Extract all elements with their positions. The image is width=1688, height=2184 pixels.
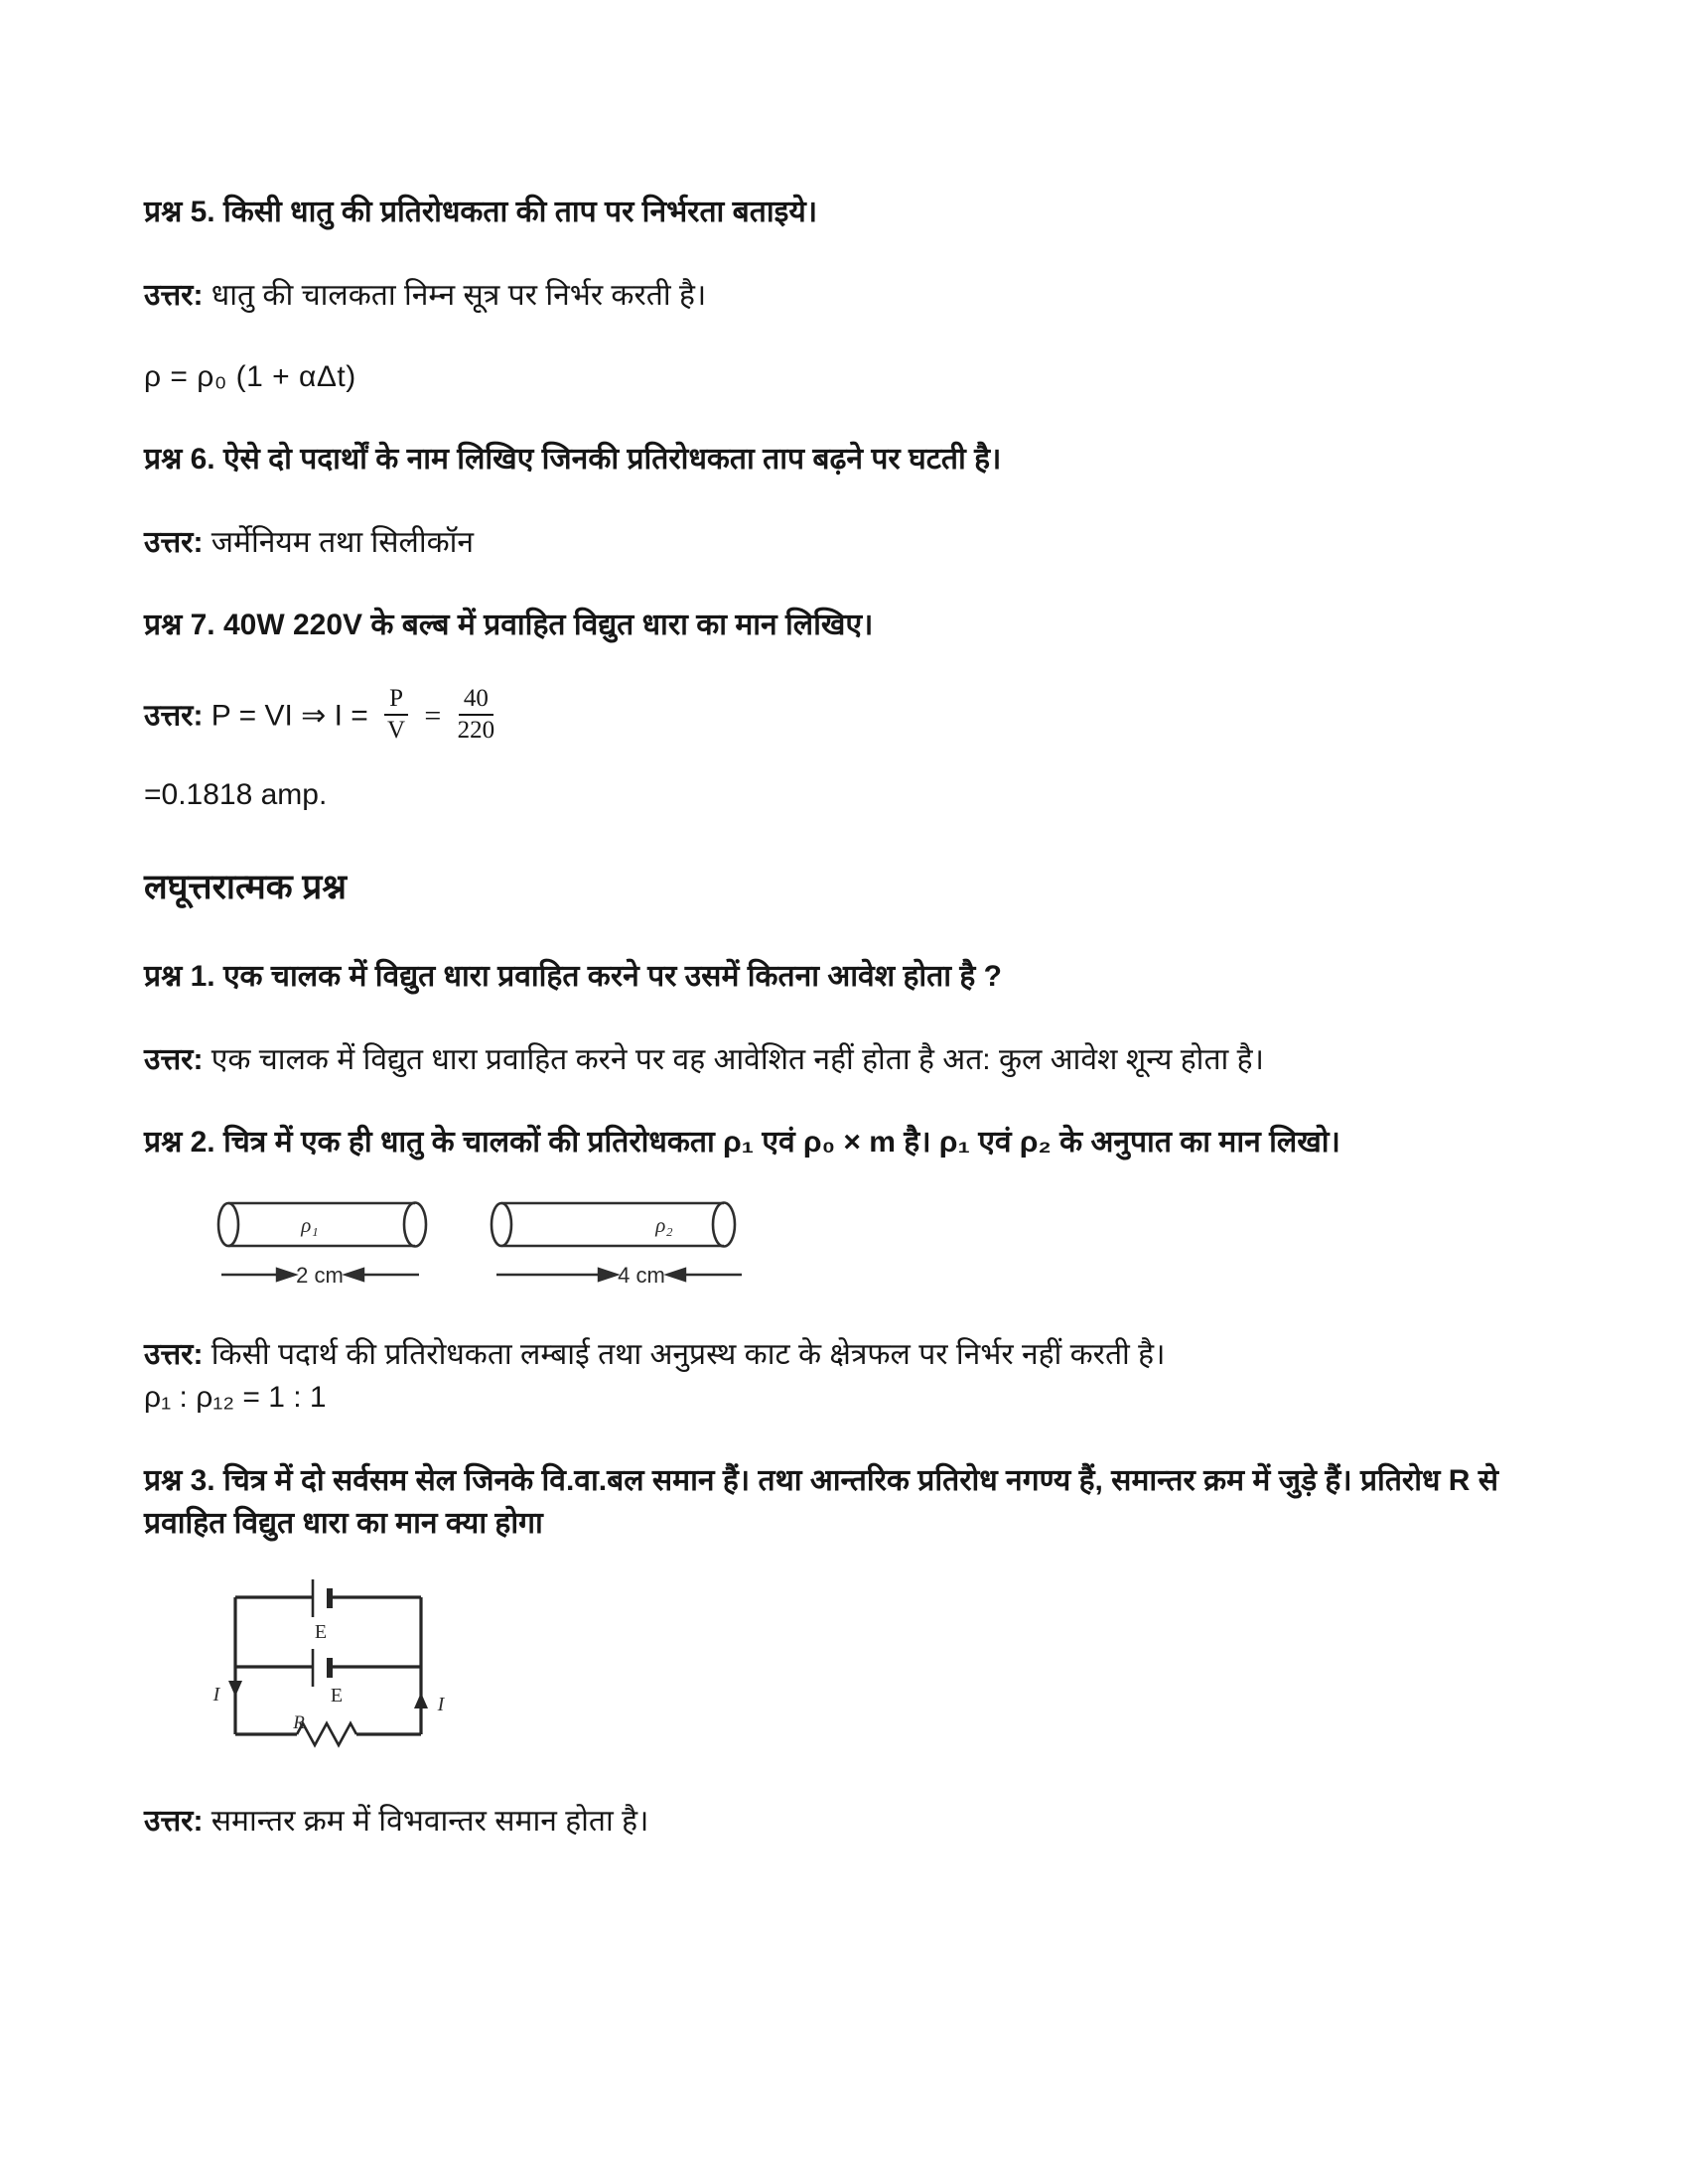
fraction-numerator: P xyxy=(384,685,408,717)
short-question-1: प्रश्न 1. एक चालक में विद्युत धारा प्रवाहित करने पर उसमें कितना आवेश होता है ? xyxy=(144,960,1002,993)
fraction-denominator: V xyxy=(387,717,406,745)
answer-6 xyxy=(144,521,1549,565)
short-answer-2-text: किसी पदार्थ की प्रतिरोधकता लम्बाई तथा अनुप्रस्थ काट के क्षेत्रफल पर निर्भर नहीं करती है। xyxy=(211,1337,1166,1371)
battery-cell-middle-label: E xyxy=(330,1684,344,1706)
formula-resistivity-temperature: ρ = ρ₀ (1 + αΔt) xyxy=(144,360,356,393)
question-6: प्रश्न 6. ऐसे दो पदार्थों के नाम लिखिए जिनकी प्रतिरोधकता ताप बढ़ने पर घटती है। xyxy=(144,443,1002,476)
short-answer-3 xyxy=(144,1800,1549,1843)
circuit-diagram xyxy=(210,1577,454,1758)
short-answer-3-prefix: उत्तर: xyxy=(144,1804,204,1838)
answer-6-prefix: उत्तर: xyxy=(144,525,204,559)
short-answer-1 xyxy=(144,1038,1549,1082)
short-question-2: प्रश्न 2. चित्र में एक ही धातु के चालकों की प्रतिरोधकता ρ₁ एवं ρ₀ × m है। ρ₁ एवं ρ₂ के अनुपात का मान लिखो। xyxy=(144,1126,1340,1159)
current-left-label: I xyxy=(212,1683,220,1706)
fraction-denominator: 220 xyxy=(457,717,495,745)
short-answer-2-prefix: उत्तर: xyxy=(144,1337,204,1371)
answer-6-text: जर्मेनियम तथा सिलीकॉन xyxy=(211,525,475,559)
current-direction-arrows xyxy=(228,1681,428,1708)
short-answer-1-text: एक चालक में विद्युत धारा प्रवाहित करने पर वह आवेशित नहीं होता है अत: कुल आवेश शून्य होता है। xyxy=(211,1042,1264,1076)
section-heading-short-answer-questions: लघूत्तरात्मक प्रश्न xyxy=(144,867,348,906)
question-7: प्रश्न 7. 40W 220V के बल्ब में प्रवाहित विद्युत धारा का मान लिखिए। xyxy=(144,609,874,641)
battery-cell-top-label: E xyxy=(314,1620,328,1643)
figure-cylindrical-conductors xyxy=(215,1194,1549,1297)
answer-5-prefix: उत्तर: xyxy=(144,278,204,312)
question-5: प्रश्न 5. किसी धातु की प्रतिरोधकता की ताप पर निर्भरता बताइये। xyxy=(144,196,818,228)
cylinder-2-shape xyxy=(492,1202,735,1246)
cylinder-2-length-label: 4 cm xyxy=(618,1262,665,1288)
short-answer-2 xyxy=(144,1333,1549,1420)
resistor-label: R xyxy=(293,1711,305,1733)
answer-5-text: धातु की चालकता निम्न सूत्र पर निर्भर करती है। xyxy=(211,278,707,312)
fraction-numerator: 40 xyxy=(459,685,493,717)
short-answer-2-equation: ρ₁ : ρ₁₂ = 1 : 1 xyxy=(144,1381,327,1414)
answer-7-expression: P = VI ⇒ I = xyxy=(211,699,368,733)
cylinder-1-label: ρ₁ xyxy=(301,1212,319,1237)
short-answer-1-prefix: उत्तर: xyxy=(144,1042,204,1076)
cylinders-diagram xyxy=(215,1194,757,1297)
short-question-3: प्रश्न 3. चित्र में दो सर्वसम सेल जिनके वि.वा.बल समान हैं। तथा आन्तरिक प्रतिरोध नगण्य हैं, समान्तर क्रम में जुड़े हैं। प्रतिरोध R से प्रवाहित विद्युत धारा का मान क्या होगा xyxy=(144,1463,1499,1540)
cylinder-1-shape xyxy=(218,1202,426,1246)
answer-5 xyxy=(144,274,1549,318)
fraction-40-over-220 xyxy=(458,685,495,747)
figure-parallel-cells-circuit xyxy=(210,1577,1549,1758)
current-right-label: I xyxy=(437,1693,445,1715)
cylinder-2-label: ρ₂ xyxy=(655,1212,673,1237)
answer-7 xyxy=(144,684,1549,749)
battery-cell-middle xyxy=(313,1649,330,1687)
fraction-p-over-v xyxy=(384,685,408,747)
cylinder-1-length-label: 2 cm xyxy=(296,1262,344,1288)
equals-sign: = xyxy=(424,699,442,733)
battery-cell-top xyxy=(313,1579,330,1617)
answer-7-result: =0.1818 amp. xyxy=(144,778,328,811)
short-answer-3-text: समान्तर क्रम में विभवान्तर समान होता है। xyxy=(211,1804,649,1838)
answer-7-prefix: उत्तर: xyxy=(144,699,204,733)
